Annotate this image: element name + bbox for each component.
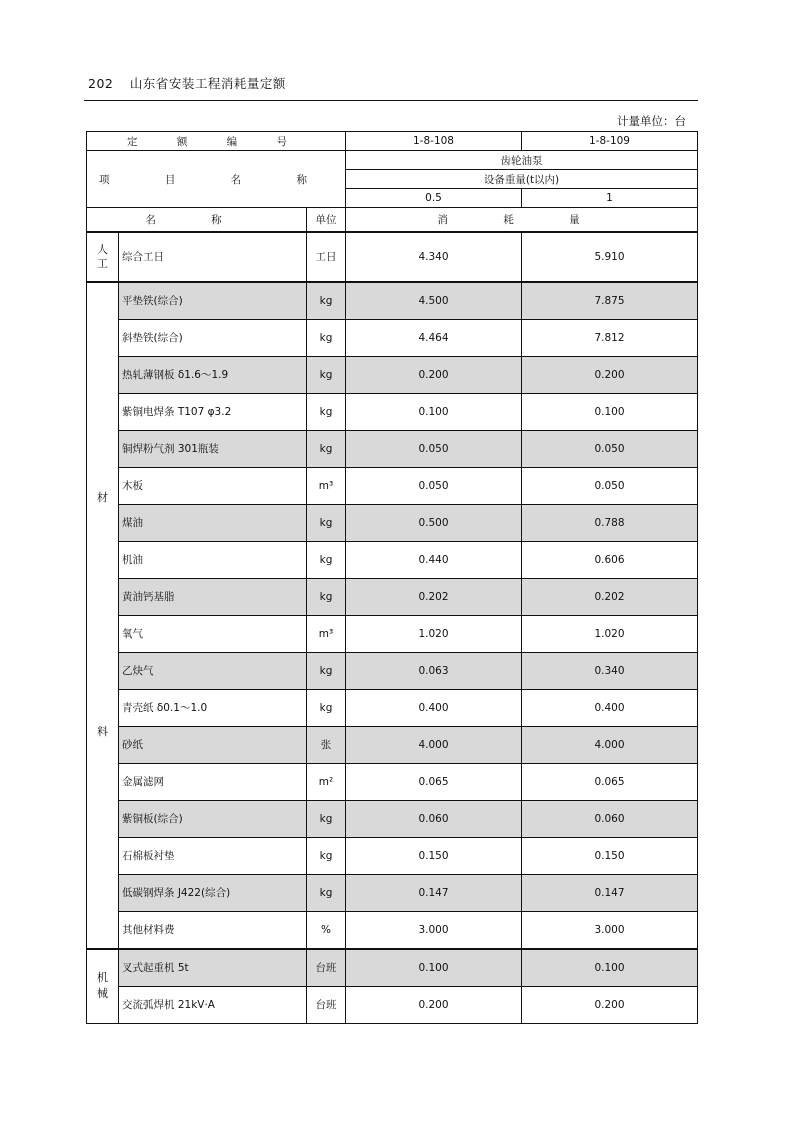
item-value-1: 0.150 xyxy=(346,837,522,874)
table-row xyxy=(87,541,698,578)
weight-value-2: 1 xyxy=(522,189,698,208)
item-value-2: 0.050 xyxy=(522,430,698,467)
item-value-1: 0.063 xyxy=(346,652,522,689)
page-header xyxy=(88,74,286,92)
item-value-1: 0.440 xyxy=(346,541,522,578)
table-row xyxy=(87,800,698,837)
item-value-1: 0.147 xyxy=(346,874,522,911)
item-value-1: 0.202 xyxy=(346,578,522,615)
item-unit: 台班 xyxy=(307,986,346,1023)
table-row xyxy=(87,467,698,504)
item-name: 黄油钙基脂 xyxy=(119,578,307,615)
item-unit: kg xyxy=(307,356,346,393)
item-name: 氧气 xyxy=(119,615,307,652)
item-value-1: 0.200 xyxy=(346,356,522,393)
item-value-1: 3.000 xyxy=(346,911,522,949)
table-row xyxy=(87,430,698,467)
table-row xyxy=(87,232,698,282)
table-row xyxy=(87,504,698,541)
item-name: 砂纸 xyxy=(119,726,307,763)
item-name: 热轧薄钢板 δ1.6～1.9 xyxy=(119,356,307,393)
item-unit: m² xyxy=(307,763,346,800)
category-materials: 材 料 xyxy=(87,282,119,949)
item-name: 斜垫铁(综合) xyxy=(119,319,307,356)
item-value-1: 4.464 xyxy=(346,319,522,356)
table-row xyxy=(87,837,698,874)
equipment-row xyxy=(87,151,698,170)
item-value-2: 5.910 xyxy=(522,232,698,282)
item-name: 煤油 xyxy=(119,504,307,541)
item-value-1: 0.065 xyxy=(346,763,522,800)
item-unit: kg xyxy=(307,874,346,911)
weight-value-1: 0.5 xyxy=(346,189,522,208)
item-unit: m³ xyxy=(307,467,346,504)
item-unit: kg xyxy=(307,282,346,320)
item-unit: 张 xyxy=(307,726,346,763)
item-value-2: 0.200 xyxy=(522,986,698,1023)
item-unit: kg xyxy=(307,800,346,837)
item-value-1: 0.100 xyxy=(346,949,522,987)
item-value-2: 0.788 xyxy=(522,504,698,541)
item-name: 交流弧焊机 21kV·A xyxy=(119,986,307,1023)
item-value-2: 0.147 xyxy=(522,874,698,911)
item-value-2: 0.150 xyxy=(522,837,698,874)
item-unit: 工日 xyxy=(307,232,346,282)
item-name: 金属滤网 xyxy=(119,763,307,800)
category-labor: 人 工 xyxy=(87,232,119,282)
item-value-2: 7.812 xyxy=(522,319,698,356)
item-name: 综合工日 xyxy=(119,232,307,282)
item-unit: kg xyxy=(307,578,346,615)
item-unit: m³ xyxy=(307,615,346,652)
table-row xyxy=(87,356,698,393)
item-name: 低碳钢焊条 J422(综合) xyxy=(119,874,307,911)
item-value-1: 0.100 xyxy=(346,393,522,430)
item-value-2: 0.606 xyxy=(522,541,698,578)
item-name: 机油 xyxy=(119,541,307,578)
item-value-1: 4.500 xyxy=(346,282,522,320)
weight-label: 设备重量(t以内) xyxy=(346,170,698,189)
quota-code-row xyxy=(87,132,698,151)
item-value-1: 4.000 xyxy=(346,726,522,763)
item-unit: kg xyxy=(307,430,346,467)
item-unit: kg xyxy=(307,837,346,874)
header-rule xyxy=(84,100,698,101)
item-value-2: 0.400 xyxy=(522,689,698,726)
item-unit: kg xyxy=(307,319,346,356)
item-name: 石棉板衬垫 xyxy=(119,837,307,874)
item-unit: kg xyxy=(307,541,346,578)
item-name: 乙炔气 xyxy=(119,652,307,689)
table-row xyxy=(87,393,698,430)
item-name: 木板 xyxy=(119,467,307,504)
item-unit: 台班 xyxy=(307,949,346,987)
item-value-2: 0.200 xyxy=(522,356,698,393)
item-unit: kg xyxy=(307,393,346,430)
table-row xyxy=(87,652,698,689)
quota-code-1: 1-8-108 xyxy=(346,132,522,151)
item-unit: % xyxy=(307,911,346,949)
item-name: 铜焊粉气剂 301瓶装 xyxy=(119,430,307,467)
book-title: 山东省安装工程消耗量定额 xyxy=(129,76,286,91)
table-row xyxy=(87,282,698,320)
table-row xyxy=(87,726,698,763)
table-row xyxy=(87,949,698,987)
item-name: 其他材料费 xyxy=(119,911,307,949)
item-value-2: 0.050 xyxy=(522,467,698,504)
item-value-1: 4.340 xyxy=(346,232,522,282)
item-value-2: 0.202 xyxy=(522,578,698,615)
item-unit: kg xyxy=(307,689,346,726)
item-value-2: 0.100 xyxy=(522,393,698,430)
item-value-1: 0.400 xyxy=(346,689,522,726)
item-value-2: 0.060 xyxy=(522,800,698,837)
table-row xyxy=(87,689,698,726)
quota-code-label: 定 额 编 号 xyxy=(87,132,346,151)
item-value-1: 1.020 xyxy=(346,615,522,652)
column-header-row xyxy=(87,208,698,232)
table-row xyxy=(87,319,698,356)
item-name: 青壳纸 δ0.1～1.0 xyxy=(119,689,307,726)
item-name: 叉式起重机 5t xyxy=(119,949,307,987)
item-name: 紫铜电焊条 T107 φ3.2 xyxy=(119,393,307,430)
item-value-2: 0.340 xyxy=(522,652,698,689)
item-name: 平垫铁(综合) xyxy=(119,282,307,320)
item-value-1: 0.060 xyxy=(346,800,522,837)
item-label: 项 目 名 称 xyxy=(87,151,346,208)
page-number: 202 xyxy=(88,76,114,91)
item-value-1: 0.050 xyxy=(346,430,522,467)
name-column-header: 名 称 xyxy=(87,208,307,232)
item-value-2: 1.020 xyxy=(522,615,698,652)
item-value-1: 0.050 xyxy=(346,467,522,504)
table-row xyxy=(87,578,698,615)
consumption-header: 消 耗 量 xyxy=(346,208,698,232)
quota-table xyxy=(86,131,698,1024)
item-value-2: 3.000 xyxy=(522,911,698,949)
item-value-1: 0.200 xyxy=(346,986,522,1023)
category-machinery: 机 械 xyxy=(87,949,119,1024)
item-value-2: 0.065 xyxy=(522,763,698,800)
table-row xyxy=(87,986,698,1023)
table-row xyxy=(87,763,698,800)
table-row xyxy=(87,615,698,652)
item-value-2: 7.875 xyxy=(522,282,698,320)
item-value-2: 4.000 xyxy=(522,726,698,763)
equipment-name: 齿轮油泵 xyxy=(346,151,698,170)
unit-column-header: 单位 xyxy=(307,208,346,232)
item-value-2: 0.100 xyxy=(522,949,698,987)
table-row xyxy=(87,874,698,911)
item-name: 紫铜板(综合) xyxy=(119,800,307,837)
item-unit: kg xyxy=(307,504,346,541)
unit-note: 计量单位：台 xyxy=(617,114,686,128)
item-value-1: 0.500 xyxy=(346,504,522,541)
quota-code-2: 1-8-109 xyxy=(522,132,698,151)
table-row xyxy=(87,911,698,949)
item-unit: kg xyxy=(307,652,346,689)
